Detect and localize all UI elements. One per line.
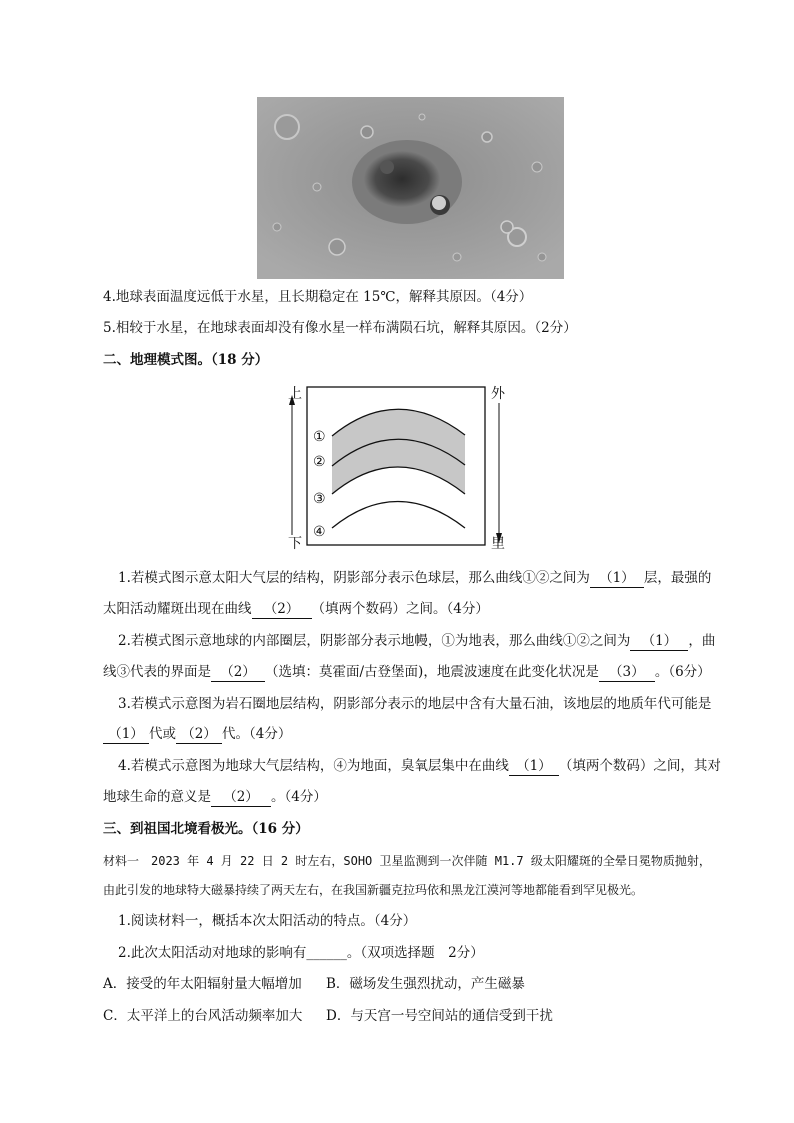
s2-q1-line1: 1.若模式图示意太阳大气层的结构，阴影部分表示色球层，那么曲线①②之间为 （1） 层，最强的 <box>118 570 712 586</box>
label-inner: 里 <box>491 536 505 552</box>
curve-1-label: ① <box>313 429 326 445</box>
blank-3: （3） <box>599 663 655 682</box>
curve-2-label: ② <box>313 454 326 470</box>
crater-image <box>257 97 564 279</box>
s2-q4-line1: 4.若模式示意图为地球大气层结构，④为地面，臭氧层集中在曲线 （1） （填两个数码）之间，其对 <box>118 758 721 774</box>
option-c: C．太平洋上的台风活动频率加大 <box>103 1008 303 1024</box>
s3-q1: 1.阅读材料一，概括本次太阳活动的特点。（4分） <box>118 913 417 929</box>
layer-model-diagram <box>282 383 512 553</box>
section-2-heading: 二、地理模式图。（18 分） <box>103 352 269 368</box>
label-down: 下 <box>288 536 302 552</box>
mercury-surface-photo <box>257 97 564 279</box>
q4-mercury-temperature: 4.地球表面温度远低于水星，且长期稳定在 15℃，解释其原因。（4分） <box>103 289 533 305</box>
material-1-line1: 材料一 2023 年 4 月 22 日 2 时左右，SOHO 卫星监测到一次伴随 M1.7 级太阳耀斑的全晕日冕物质抛射， <box>103 854 711 868</box>
label-up: 上 <box>288 386 302 402</box>
blank-1: （1） <box>630 632 688 651</box>
blank-2: （2） <box>211 663 265 682</box>
blank-2: （2） <box>211 788 271 807</box>
blank-2: （2） <box>252 600 312 619</box>
label-outer: 外 <box>491 386 505 402</box>
q5-mercury-craters: 5.相较于水星，在地球表面却没有像水星一样布满陨石坑，解释其原因。（2分） <box>103 320 577 336</box>
s2-q3-line1: 3.若模式示意图为岩石圈地层结构，阴影部分表示的地层中含有大量石油，该地层的地质年代可能是 <box>118 696 712 712</box>
blank-1: （1） <box>103 725 149 744</box>
material-1-line2: 由此引发的地球特大磁暴持续了两天左右，在我国新疆克拉玛依和黑龙江漠河等地都能看到罕见极光。 <box>103 883 644 897</box>
option-a: A．接受的年太阳辐射量大幅增加 <box>103 976 302 992</box>
option-b: B．磁场发生强烈扰动，产生磁暴 <box>326 976 525 992</box>
s2-q1-line2: 太阳活动耀斑出现在曲线 （2） （填两个数码）之间。（4分） <box>103 601 489 617</box>
s3-q2: 2.此次太阳活动对地球的影响有______。（双项选择题 2分） <box>118 945 484 961</box>
blank-1: （1） <box>509 757 559 776</box>
s2-q3-line2: （1） 代或 （2） 代。（4分） <box>103 724 291 744</box>
curve-3-label: ③ <box>313 491 326 507</box>
blank-1: （1） <box>590 569 644 588</box>
s2-q2-line2: 线③代表的界面是 （2） （选填：莫霍面/古登堡面)，地震波速度在此变化状况是 （3） 。（6分） <box>103 664 711 680</box>
curve-4-label: ④ <box>313 524 326 540</box>
section-3-heading: 三、到祖国北境看极光。（16 分） <box>103 821 309 837</box>
option-d: D．与天宫一号空间站的通信受到干扰 <box>326 1008 553 1024</box>
blank-2: （2） <box>176 725 222 744</box>
s2-q2-line1: 2.若模式图示意地球的内部圈层，阴影部分表示地幔，①为地表，那么曲线①②之间为 （1） ，曲 <box>118 633 716 649</box>
s2-q4-line2: 地球生命的意义是 （2） 。（4分） <box>103 789 327 805</box>
